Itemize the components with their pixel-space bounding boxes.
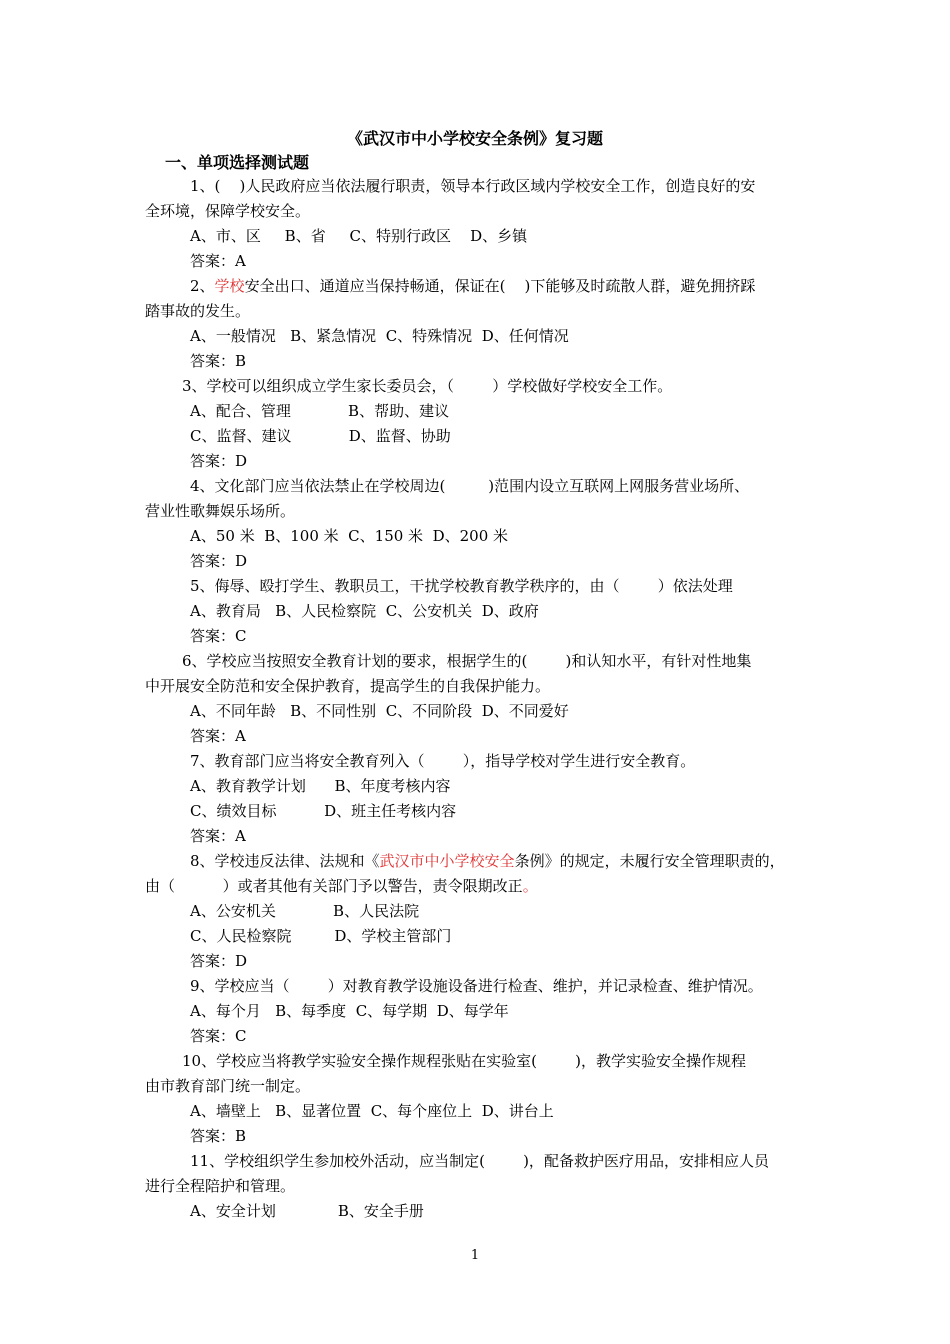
highlight-period: 。	[522, 877, 538, 895]
document-title: 《武汉市中小学校安全条例》复习题	[346, 129, 603, 148]
question-10-text: 10、学校应当将教学实验安全操作规程张贴在实验室( )，教学实验安全操作规程	[182, 1052, 746, 1070]
highlight-school: 学校	[214, 277, 245, 295]
question-1-text-cont: 全环境，保障学校安全。	[145, 202, 311, 220]
page-number: 1	[470, 1248, 480, 1263]
question-6-text: 6、学校应当按照安全教育计划的要求，根据学生的( )和认知水平，有针对性地集	[182, 652, 752, 670]
section-heading: 一、单项选择测试题	[165, 153, 310, 172]
question-1-text: 1、( )人民政府应当依法履行职责，领导本行政区域内学校安全工作，创造良好的安	[190, 177, 756, 195]
question-7-text: 7、教育部门应当将安全教育列入（ ），指导学校对学生进行安全教育。	[190, 752, 696, 770]
question-11-options: A、安全计划 B、安全手册	[190, 1202, 424, 1220]
question-2-text-cont: 踏事故的发生。	[145, 302, 251, 320]
question-7-answer: 答案：A	[190, 827, 246, 845]
question-2-answer: 答案：B	[190, 352, 247, 370]
question-8-options-2: C、人民检察院 D、学校主管部门	[190, 927, 452, 945]
question-9-answer: 答案：C	[190, 1027, 247, 1045]
question-4-answer: 答案：D	[190, 552, 248, 570]
question-2-options: A、一般情况 B、紧急情况 C、特殊情况 D、任何情况	[190, 327, 569, 345]
question-7-options-1: A、教育教学计划 B、年度考核内容	[190, 777, 451, 795]
question-3-options-2: C、监督、建议 D、监督、协助	[190, 427, 451, 445]
question-1-options: A、市、区 B、省 C、特别行政区 D、乡镇	[190, 227, 528, 245]
question-8-text-cont: 由（ ）或者其他有关部门予以警告，责令限期改正。	[145, 877, 538, 895]
question-5-answer: 答案：C	[190, 627, 247, 645]
question-10-options: A、墙壁上 B、显著位置 C、每个座位上 D、讲台上	[190, 1102, 554, 1120]
question-6-answer: 答案：A	[190, 727, 246, 745]
question-10-text-cont: 由市教育部门统一制定。	[145, 1077, 311, 1095]
question-3-text: 3、学校可以组织成立学生家长委员会，（ ）学校做好学校安全工作。	[182, 377, 673, 395]
question-9-text: 9、学校应当（ ）对教育教学设施设备进行检查、维护，并记录检查、维护情况。	[190, 977, 763, 995]
question-8-answer: 答案：D	[190, 952, 248, 970]
question-4-text-cont: 营业性歌舞娱乐场所。	[145, 502, 296, 520]
question-3-options-1: A、配合、管理 B、帮助、建议	[190, 402, 450, 420]
question-5-options: A、教育局 B、人民检察院 C、公安机关 D、政府	[190, 602, 539, 620]
question-2-number: 2、	[190, 277, 215, 295]
question-6-options: A、不同年龄 B、不同性别 C、不同阶段 D、不同爱好	[190, 702, 569, 720]
question-2-text: 2、学校安全出口、通道应当保持畅通，保证在( )下能够及时疏散人群，避免拥挤踩	[190, 277, 756, 295]
question-8-options-1: A、公安机关 B、人民法院	[190, 902, 420, 920]
question-11-text-cont: 进行全程陪护和管理。	[145, 1177, 296, 1195]
question-9-options: A、每个月 B、每季度 C、每学期 D、每学年	[190, 1002, 509, 1020]
question-10-answer: 答案：B	[190, 1127, 247, 1145]
question-1-answer: 答案：A	[190, 252, 246, 270]
question-5-text: 5、侮辱、殴打学生、教职员工，干扰学校教育教学秩序的，由（ ）依法处理	[190, 577, 733, 595]
question-7-options-2: C、绩效目标 D、班主任考核内容	[190, 802, 457, 820]
question-4-options: A、50 米 B、100 米 C、150 米 D、200 米	[190, 527, 509, 545]
question-11-text: 11、学校组织学生参加校外活动，应当制定( )，配备救护医疗用品，安排相应人员	[190, 1152, 769, 1170]
question-3-answer: 答案：D	[190, 452, 248, 470]
highlight-regulation-name: 武汉市中小学校安全	[379, 852, 515, 870]
question-4-text: 4、文化部门应当依法禁止在学校周边( )范围内设立互联网上网服务营业场所、	[190, 477, 750, 495]
question-8-text: 8、学校违反法律、法规和《武汉市中小学校安全条例》的规定，未履行安全管理职责的，	[190, 852, 785, 870]
question-6-text-cont: 中开展安全防范和安全保护教育，提高学生的自我保护能力。	[145, 677, 551, 695]
